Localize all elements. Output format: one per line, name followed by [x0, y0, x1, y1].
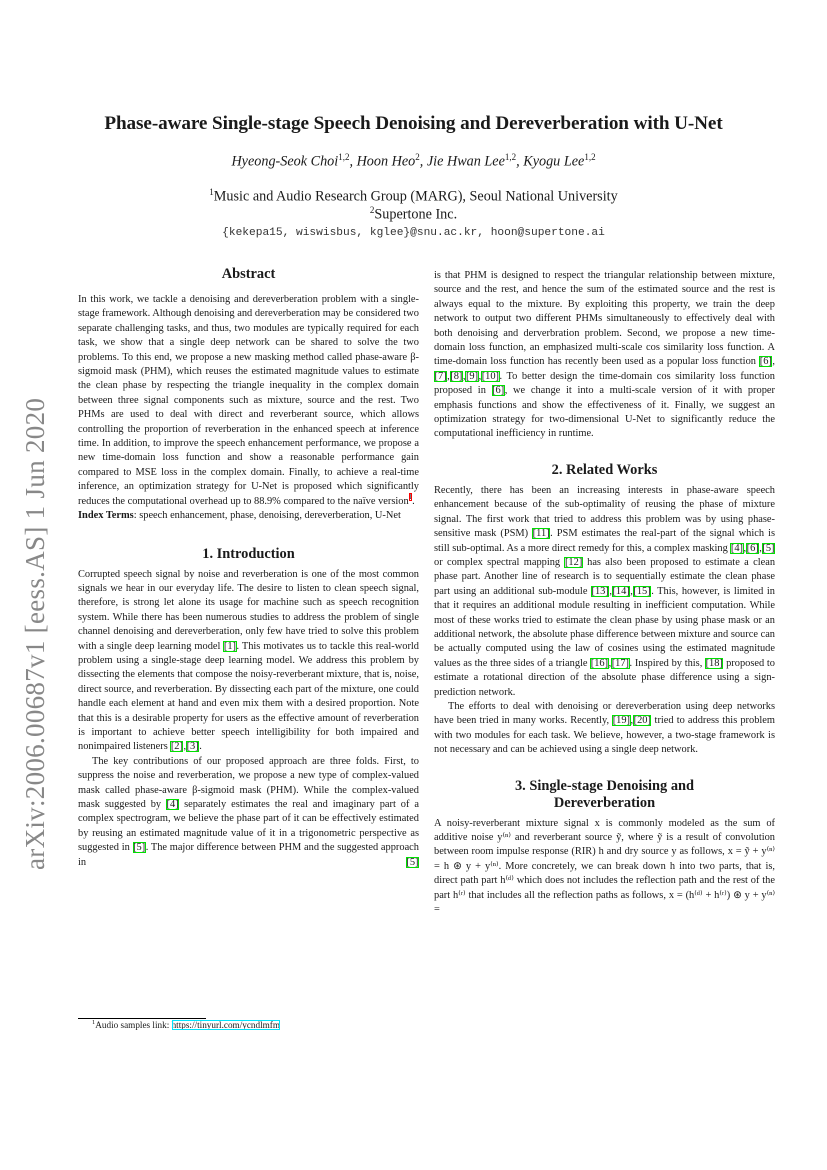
- text-run: The key contributions of our proposed approach are three folds. First, to suppress the noise and reverberation, we propose a new type of complex-valued mask called phase-aware β-sigmoid mask (PHM). While the complex-valued mask suggested by: [78, 755, 419, 810]
- text-run: .: [199, 741, 202, 753]
- author-affiliation-mark: 1,2: [584, 152, 596, 162]
- citation-link[interactable]: [13]: [591, 585, 609, 597]
- text-run: . To better design the time-domain cos similarity loss function proposed in: [434, 370, 775, 397]
- author-list: Hyeong-Seok Choi$^{1,2}$, Hoon Heo$^2$, Jie Hwan Lee$^{1,2}$, Kyogu Lee$^{1,2}$: [231, 152, 596, 170]
- citation-link[interactable]: [2]: [170, 741, 183, 753]
- author-affiliation-mark: 1,2: [504, 152, 517, 162]
- affiliation: [0, 205, 827, 224]
- text-run: . This, however, is limited in that it requires an additional module resulting in inefficient computation. While most of these works tried to estimate the clean phase by using phase mask or an additional network, the absolute phase difference between mixture and source can be actually computed using the law of cosines using the estimated magnitude values as the three sides of a triangle: [434, 585, 775, 669]
- citation-link[interactable]: [12]: [564, 556, 583, 568]
- citation-link[interactable]: [7]: [434, 370, 447, 382]
- left-column: [78, 266, 419, 870]
- footnote: [92, 1019, 280, 1030]
- text-run: Recently, there has been an increasing interests in phase-aware speech enhancement because of the sub-optimality of reusing the phase of mixture signal. The first work that tried to address this problem was by using phase-sensitive mask (PSM): [434, 484, 775, 540]
- citation-link[interactable]: [6]: [746, 542, 759, 554]
- footnote-link[interactable]: 1: [408, 493, 413, 502]
- citation-link[interactable]: [18]: [705, 657, 723, 669]
- introduction-paragraph-continued: is that PHM is designed to respect the triangular relationship between mixture, source and the rest, and hence the sum of the estimated source and the rest is always equal to the mixture. By exploiting this property, we train the deep network to output two different PHMs simultaneously to effectively deal with both denoising and derverbration problem. Second, we propose a new time-domain loss function, an emphasized multi-scale cos similarity loss function. A time-domain loss function has recently been used as a popular loss function [6],[7],[8],[9],[10]. To better design the time-domain cos similarity loss function proposed in [6], we change it into a multi-scale version of it with proper emphasis functions and show the effectiveness of it. Finally, we suggest an optimization strategy for two-dimensional U-Net to significantly reduce the computational inefficiency in runtime.: [434, 270, 775, 440]
- text-run: . This motivates us to tackle this real-world problem using a single-stage deep learning model. We address this problem by dissecting the elements that compose the noisy-reverberant mixture, that is, noise, direct source, and reverberation. By dissecting each part of the mixture, one could handle each element at hand and even mix them with a desired proportion. Note that this is a desirable property for users as the effective amount of reverberation is important to achieve better speech intelligibility for both impaired and nonimpaired listeners: [78, 640, 419, 753]
- abstract-body: [78, 293, 419, 509]
- citation-link[interactable]: [3]: [186, 741, 199, 753]
- abstract-heading: Abstract: [221, 266, 276, 282]
- author-emails: {kekepa15, wiswisbus, kglee}@snu.ac.kr, hoon@supertone.ai: [222, 227, 605, 239]
- punctuation: .: [412, 495, 415, 507]
- citation-link[interactable]: [4]: [166, 799, 179, 810]
- abstract-text: In this work, we tackle a denoising and dereverberation problem with a single-stage framework. Although denoising and dereverberation may be considered two separate challenging tasks, and thus, two modules are typically required for each task, we show that a single deep network can be shared to solve the two problems. To this end, we propose a new masking method called phase-aware β-sigmoid mask (PHM), which reuses the estimated magnitude values to estimate the clean phase by respecting the triangle inequality in the complex domain between three signal components such as mixture, source and the rest. Two PHMs are used to deal with direct and reverberant source, which allows controlling the proportion of reverberation in the enhanced speech at inference time. In addition, to improve the speech enhancement performance, we propose a new time-domain loss function and show a reasonable performance gain compared to MSE loss in the complex domain. Finally, to achieve a real-time inference, an optimization strategy for U-Net is proposed which significantly reduces the computational overhead up to 88.9% compared to the naïve version: [78, 294, 419, 507]
- citation-link[interactable]: [9]: [465, 370, 479, 382]
- heading-line: Dereverberation: [553, 794, 656, 811]
- text-run: . Inspired by this,: [629, 657, 706, 669]
- author-name: Hoon Heo: [356, 153, 416, 170]
- introduction-paragraph: Corrupted speech signal by noise and reverberation is one of the most common signals we hear in our everyday life. The desire to listen to clean speech signal, therefore, is strong let alone its usage for machine such as speech recognition system. While there has been numerous studies to address the problem of single channel denoising and dereverberation, only few have tried to solve this problem with a single deep learning model [1]. This motivates us to tackle this real-world problem using a single-stage deep learning model. We address this problem by dissecting the elements that compose the noisy-reverberant mixture, that is, noise, direct source, and reverberation. By dissecting each part of the mixture, one could handle each element at hand and even mix them with a desired proportion. Note that this is a desirable property for users as the effective amount of reverberation is important to achieve better speech intelligibility for both impaired and nonimpaired listeners [2],[3].: [78, 568, 419, 753]
- related-works-heading: 2. Related Works: [551, 461, 658, 478]
- author-name: Kyogu Lee: [523, 153, 585, 170]
- related-works-paragraph: Recently, there has been an increasing interests in phase-aware speech enhancement because of the sub-optimality of reusing the phase of mixture signal. The first work that tried to address this problem was by using phase-sensitive mask (PSM) [11]. PSM estimates the real-part of the signal which is still sub-optimal. As a more direct remedy for this, a complex masking [4],[6],[5] or complex spectral mapping [12] has also been proposed to estimate a clean phase part. Another line of research is to sequentially estimate the clean phase part using an additional sub-module [13],[14],[15]. This, however, is limited in that it requires an additional module resulting in inefficient computation. While most of these works tried to estimate the clean phase by using phase mask or an additional network, the absolute phase difference between mixture and source can be actually computed using the law of cosines using the estimated magnitude values as the three sides of a triangle [16],[17]. Inspired by this, [18] proposed to estimate a rotational direction of the absolute phase difference using a sign-prediction network.: [434, 484, 776, 698]
- author-name: Jie Hwan Lee: [426, 153, 505, 170]
- text-run: tried to address this problem with two modules for each task. We believe, however, a two-stage framework is not necessary and can be achieved using a single deep network.: [434, 715, 775, 756]
- citation-link[interactable]: [10]: [481, 370, 500, 382]
- affiliation-text: Music and Audio Research Group (MARG), Seoul National University: [213, 188, 618, 205]
- text-run: Corrupted speech signal by noise and reverberation is one of the most common signals we hear in our everyday life. The desire to listen to clean speech signal, therefore, is strong let alone its usage for machine such as speech recognition system. While there has been numerous studies to address the problem of single channel denoising and dereverberation, only few have tried to solve this problem with a single deep learning model: [78, 568, 419, 652]
- section3-paragraph: A noisy-reverberant mixture signal x is commonly modeled as the sum of additive noise y⁽ⁿ⁾ and reverberant source ỹ, where ỹ is a result of convolution between room impulse response (RIR) h and dry source y as follows, x = ỹ + y⁽ⁿ⁾ = h ⊛ y + y⁽ⁿ⁾. More concretely, we can break down h into two parts, that is, direct path part h⁽ᵈ⁾ which does not includes the reflection path and the rest of the part h⁽ʳ⁾ that includes all the reflection paths as follows, x = (h⁽ᵈ⁾ + h⁽ʳ⁾) ⊛ y + y⁽ⁿ⁾ =: [434, 817, 775, 916]
- footnote-label: Audio samples link:: [95, 1020, 172, 1031]
- heading-line: 3. Single-stage Denoising and: [514, 777, 695, 794]
- related-works-paragraph: The efforts to deal with denoising or dereverberation using deep networks have been tried in many works. Recently, [19],[20] tried to address this problem with two modules for each task. We believe, however, a two-stage framework is not necessary and can be achieved using a single deep network.: [434, 700, 775, 756]
- index-terms: [78, 509, 419, 523]
- text-run: , we change it into a multi-scale version of it with proper emphasis functions and show the effectiveness of it. Finally, we suggest an optimization strategy for two-dimensional U-Net to significantly reduce the computational inefficiency in runtime.: [434, 385, 775, 440]
- footnote-mark: 1: [92, 1019, 96, 1026]
- citation-link[interactable]: [6]: [759, 356, 772, 368]
- audio-samples-link[interactable]: https://tinyurl.com/ycndlmfm: [171, 1020, 281, 1031]
- right-column: [434, 269, 775, 917]
- affiliation-mark: 1: [209, 187, 214, 197]
- affiliation-mark: 2: [369, 205, 375, 215]
- citation-link[interactable]: [4]: [730, 542, 744, 554]
- citation-link[interactable]: [8]: [450, 370, 463, 382]
- citation-link[interactable]: [11]: [532, 528, 550, 540]
- text-run: proposed to estimate a rotational direction of the absolute phase difference using a sign-prediction network.: [434, 657, 776, 698]
- text-run: separately estimates the real and imaginary part of a complex spectrogram, we believe the phase part of it can be effectively estimated by reusing an estimated magnitude value of it in a trigonometric perspective as suggested in: [78, 799, 419, 854]
- text-run: is that PHM is designed to respect the triangular relationship between mixture, source and the rest, and hence the sum of the estimated source and the rest is always equal to the mixture. By exploiting this property, we train the deep network to output two different PHMs simultaneously to effectively deal with both denoising and derverbration problem. Second, we propose a new time-domain loss function, an emphasized multi-scale cos similarity loss function. A time-domain loss function has recently been used as a popular loss function: [434, 270, 775, 368]
- text-run: The efforts to deal with denoising or dereverberation using deep networks have been tried in many works. Recently,: [434, 700, 775, 727]
- text-run: . The major difference between PHM and the suggested approach in: [78, 842, 419, 868]
- citation-link[interactable]: [1]: [223, 640, 236, 652]
- affiliation-text: Supertone Inc.: [374, 206, 458, 223]
- index-terms-label: Index Terms: [78, 510, 134, 522]
- text-run: or complex spectral mapping: [434, 556, 565, 568]
- introduction-heading: 1. Introduction: [202, 545, 295, 562]
- author-affiliation-mark: 1,2: [338, 152, 350, 162]
- section3-heading: [434, 778, 775, 812]
- author-name: Hyeong-Seok Choi: [231, 153, 339, 170]
- introduction-paragraph: [78, 755, 419, 870]
- citation-link[interactable]: [17]: [611, 657, 629, 669]
- citation-link[interactable]: [5]: [133, 842, 146, 854]
- citation-link[interactable]: [15]: [633, 585, 651, 597]
- citation-link[interactable]: [5]: [406, 856, 419, 868]
- index-terms-text: : speech enhancement, phase, denoising, dereverberation, U-Net: [133, 510, 401, 522]
- text-run: has also been proposed to estimate a clean phase part. Another line of research is to sequentially estimate the clean phase part using an additional sub-module: [434, 556, 776, 597]
- affiliation: [0, 187, 827, 206]
- citation-link[interactable]: [5]: [762, 542, 775, 554]
- citation-link[interactable]: [20]: [633, 715, 651, 727]
- citation-link[interactable]: [6]: [492, 385, 505, 397]
- citation-link[interactable]: [14]: [612, 585, 630, 597]
- citation-link[interactable]: [19]: [612, 715, 630, 727]
- citation-link[interactable]: [16]: [590, 657, 609, 669]
- text-run: . PSM estimates the real-part of the signal which is still sub-optimal. As a more direct remedy for this, a complex masking: [434, 528, 775, 554]
- author-affiliation-mark: 2: [415, 152, 420, 162]
- paper-title: Phase-aware Single-stage Speech Denoising and Dereverberation with U-Net: [104, 113, 723, 134]
- arxiv-stamp: arXiv:2006.00687v1 [eess.AS] 1 Jun 2020: [20, 397, 50, 870]
